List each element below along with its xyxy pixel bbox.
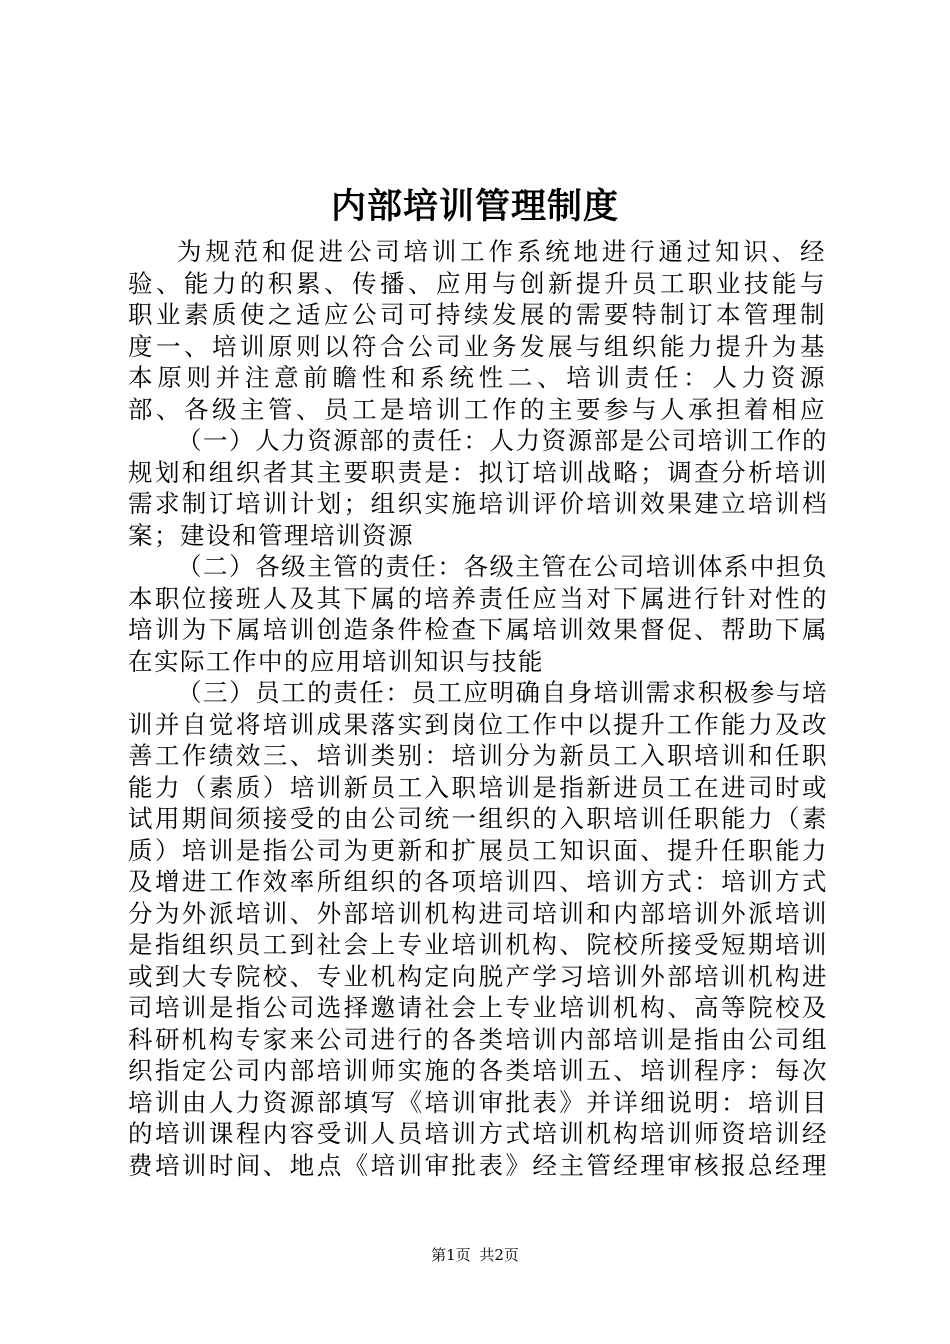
paragraph-hr-responsibility: （一）人力资源部的责任：人力资源部是公司培训工作的规划和组织者其主要职责是：拟订培训战略；调查分析培训需求制订培训计划；组织实施培训评价培训效果建立培训档案；建设和管理培训资源: [128, 426, 828, 550]
document-body: [128, 236, 828, 1181]
page-number: 第1页: [431, 1246, 471, 1264]
paragraph-manager-responsibility: （二）各级主管的责任：各级主管在公司培训体系中担负本职位接班人及其下属的培养责任应当对下属进行针对性的培训为下属培训创造条件检查下属培训效果督促、帮助下属在实际工作中的应用培训知识与技能: [128, 552, 828, 676]
document-title: 内部培训管理制度: [330, 187, 619, 227]
page-total: 共2页: [479, 1246, 519, 1264]
paragraph-intro: 为规范和促进公司培训工作系统地进行通过知识、经验、能力的积累、传播、应用与创新提升员工职业技能与职业素质使之适应公司可持续发展的需要特制订本管理制度一、培训原则以符合公司业务发展与组织能力提升为基本原则并注意前瞻性和系统性二、培训责任：人力资源部、各级主管、员工是培训工作的主要参与人承担着相应: [128, 237, 828, 424]
page-footer: [0, 1245, 950, 1265]
paragraph-employee-responsibility: （三）员工的责任：员工应明确自身培训需求积极参与培训并自觉将培训成果落实到岗位工作中以提升工作能力及改善工作绩效三、培训类别：培训分为新员工入职培训和任职能力（素质）培训新员工入职培训是指新进员工在进司时或试用期间须接受的由公司统一组织的入职培训任职能力（素质）培训是指公司为更新和扩展员工知识面、提升任职能力及增进工作效率所组织的各项培训四、培训方式：培训方式分为外派培训、外部培训机构进司培训和内部培训外派培训是指组织员工到社会上专业培训机构、院校所接受短期培训或到大专院校、专业机构定向脱产学习培训外部培训机构进司培训是指公司选择邀请社会上专业培训机构、高等院校及科研机构专家来公司进行的各类培训内部培训是指由公司组织指定公司内部培训师实施的各类培训五、培训程序：每次培训由人力资源部填写《培训审批表》并详细说明：培训目的培训课程内容受训人员培训方式培训机构培训师资培训经费培训时间、地点《培训审批表》经主管经理审核报总经理: [128, 678, 828, 1180]
